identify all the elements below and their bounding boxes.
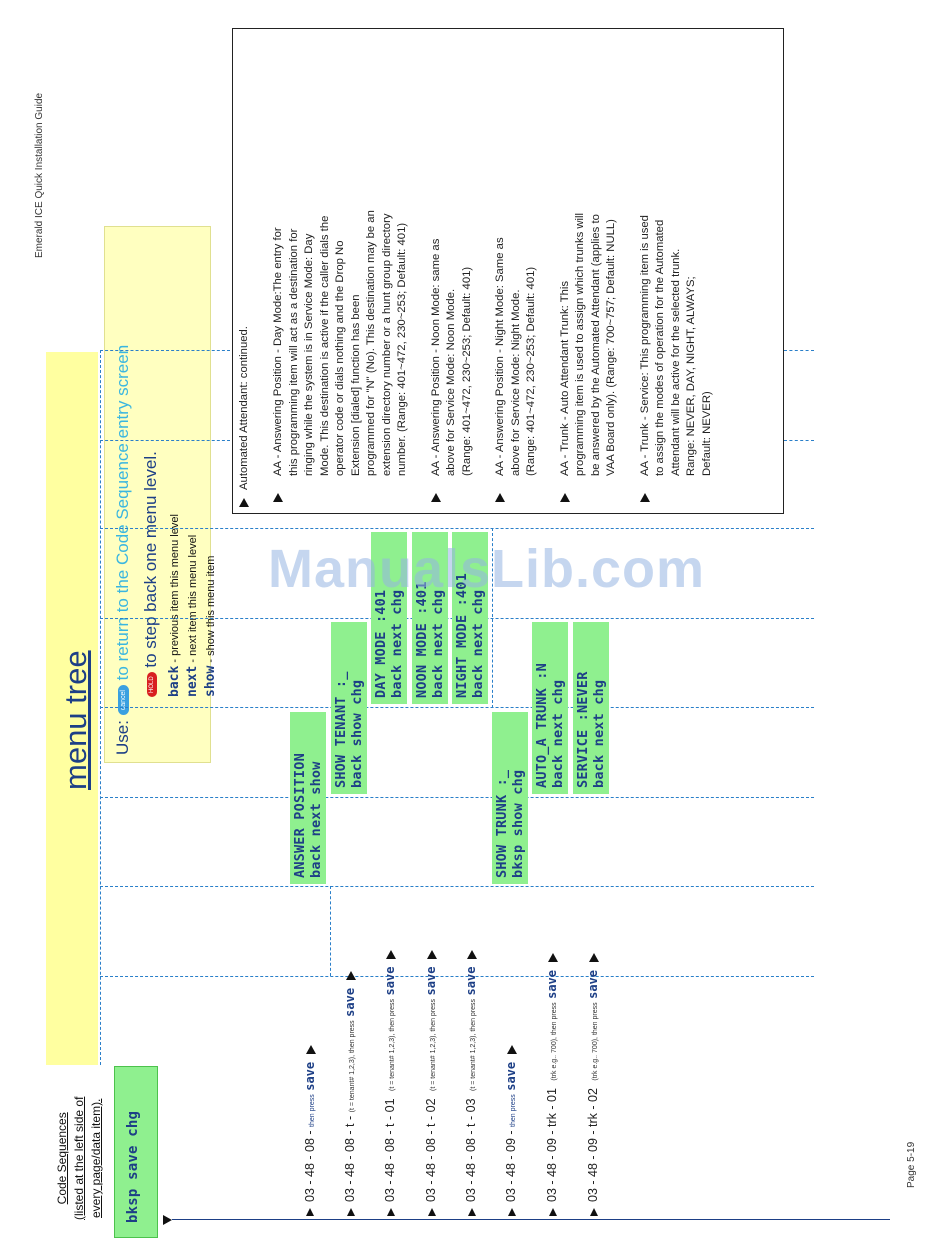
code-sequence: 03 - 48 - 08 - t - 02: [424, 1098, 438, 1202]
note-line: Attendant will be active for the selected trunk.: [669, 248, 682, 476]
note-line: AA - Trunk - Auto Attendant Trunk: This: [558, 280, 571, 476]
code-note: (t = tenant# 1,2,3), then press: [389, 998, 396, 1091]
lcd-text: [292, 753, 324, 878]
save-key-label: save: [383, 966, 397, 996]
note-line: above for Service Mode: Noon Mode.: [445, 288, 457, 476]
code-sequences-line2: (listed at the left side of: [72, 1096, 86, 1220]
menu-tree-title: menu tree: [58, 650, 93, 790]
guide-line: [100, 528, 814, 529]
lcd-line2: bksp show chg: [510, 769, 526, 878]
code-row: [586, 946, 600, 1203]
lcd-line1: SERVICE :NEVER: [575, 671, 591, 788]
guide-line: [100, 797, 814, 798]
guide-title: Emerald ICE Quick Installation Guide: [34, 92, 45, 258]
code-sequences-line1: Code Sequences: [55, 1112, 69, 1205]
entry-arrow-icon: [163, 1215, 172, 1225]
return-text: to return to the Code Sequence entry screen: [113, 344, 132, 681]
save-key-label: save: [303, 1061, 317, 1091]
lcd-line2: back next chg: [550, 679, 566, 788]
bullet-icon: [640, 493, 650, 502]
note-item: [558, 210, 620, 507]
notes-heading: Automated Attendant: continued.: [237, 210, 267, 507]
code-sequences-line3: every page/data item).: [89, 1098, 103, 1218]
lcd-line2: back show chg: [349, 679, 365, 788]
code-row: [424, 942, 438, 1202]
bullet-icon: [306, 1045, 316, 1054]
notes-content: [237, 210, 715, 507]
guide-line: [100, 350, 230, 351]
guide-line: [100, 976, 814, 977]
bullet-icon: [427, 950, 437, 959]
lcd-line1: ANSWER POSITION: [292, 753, 308, 878]
code-row: [504, 1037, 518, 1202]
lcd-text: [373, 590, 405, 698]
lcd-line1: NOON MODE :401: [414, 581, 430, 698]
cancel-key[interactable]: cancel: [118, 685, 129, 715]
up-arrow-icon: [306, 1208, 314, 1216]
lcd-text: [333, 671, 365, 788]
bullet-icon: [467, 950, 477, 959]
save-key-label: save: [545, 969, 559, 999]
note-item: [638, 210, 716, 507]
lcd-line1: NIGHT MODE :401: [454, 573, 470, 698]
lcd-line1: SHOW TENANT :_: [333, 671, 349, 788]
up-arrow-icon: [428, 1208, 436, 1216]
note-line: be answered by the Automated Attendant (applies to: [589, 214, 602, 476]
note-line: programming item is used to assign which trunks will: [574, 212, 586, 476]
hold-key[interactable]: HOLD: [147, 672, 157, 697]
note-item: [271, 210, 411, 507]
lcd-text: [534, 663, 566, 788]
next-desc: - next item this menu level: [187, 534, 199, 663]
legend-line-use: [113, 345, 133, 755]
note-line: Extension [dialed] function has been: [349, 294, 362, 476]
show-desc: - show this menu item: [205, 555, 217, 663]
notes-box: [232, 28, 784, 514]
bullet-icon: [239, 498, 249, 507]
lcd-line2: back next chg: [389, 589, 405, 698]
note-line: this programming item will act as a destination for: [287, 228, 300, 476]
note-line: AA - Answering Position - Noon Mode: same as: [429, 238, 442, 476]
legend-box: [104, 226, 218, 763]
left-baseline: [172, 1219, 890, 1220]
up-arrow-icon: [387, 1208, 395, 1216]
lcd-line1: DAY MODE :401: [373, 589, 389, 698]
lcd-text: [494, 770, 526, 878]
legend-line-back: [167, 514, 182, 697]
code-sequence: 03 - 48 - 08 - t -: [343, 1115, 357, 1202]
legend-line-hold: [141, 451, 161, 697]
note-line: AA - Answering Position - Day Mode:The entry for: [272, 227, 284, 476]
code-sequence: 03 - 48 - 09 - trk - 01: [545, 1088, 559, 1202]
code-sequence: 03 - 48 - 08 -: [303, 1130, 317, 1202]
code-sequence: 03 - 48 - 08 - t - 03: [464, 1098, 478, 1202]
back-key-label: back: [167, 665, 182, 697]
bullet-icon: [346, 971, 356, 980]
lcd-line2: back next chg: [430, 589, 446, 698]
bullet-icon: [431, 493, 441, 502]
code-sequences-heading: [54, 1097, 105, 1220]
up-arrow-icon: [468, 1208, 476, 1216]
note-line: extension directory number or a hunt group directory: [380, 213, 393, 476]
guide-line: [100, 886, 814, 887]
note-line: AA - Answering Position - Night Mode: Same as: [494, 237, 506, 476]
note-line: above for Service Mode: Night Mode.: [509, 289, 522, 476]
code-row: [464, 942, 478, 1202]
note-item: [429, 210, 476, 507]
up-arrow-icon: [347, 1208, 355, 1216]
lcd-answer-position: [290, 712, 326, 884]
code-row: [545, 946, 559, 1203]
code-note: (t = tenant# 1,2,3), then press: [470, 998, 477, 1091]
note-line: Range: NEVER, DAY, NIGHT, ALWAYS;: [685, 276, 697, 476]
next-key-label: next: [185, 665, 200, 697]
note-line: programmed for "N" (No). This destination may be an: [365, 210, 377, 476]
code-row: [343, 963, 357, 1202]
note-line: number. (Range: 401~472, 230~253; Default: 401): [396, 222, 408, 476]
softkey-lcd: [114, 1066, 158, 1238]
code-sequence: 03 - 48 - 09 -: [504, 1130, 518, 1202]
note-line: Default: NEVER): [700, 391, 713, 476]
bullet-icon: [589, 954, 599, 963]
code-note: then press: [309, 1094, 316, 1127]
back-desc: - previous item this menu level: [169, 514, 181, 663]
code-row: [383, 942, 397, 1202]
code-sequence: 03 - 48 - 08 - t - 01: [383, 1098, 397, 1202]
guide-line: [100, 707, 814, 708]
lcd-line2: back next show: [308, 761, 324, 878]
code-sequence: 03 - 48 - 09 - trk - 02: [586, 1088, 600, 1202]
lcd-service: [573, 622, 609, 794]
lcd-auto-a-trunk: [532, 622, 568, 794]
guide-line: [784, 440, 814, 441]
save-key-label: save: [464, 966, 478, 996]
guide-line: [100, 350, 101, 1065]
watermark: ManualsLib.com: [268, 539, 706, 599]
note-line: AA - Trunk - Service: This programming item is used: [638, 215, 651, 476]
note-line: to assign the modes of operation for the Automated: [654, 219, 666, 476]
save-key-label: save: [343, 987, 357, 1017]
bullet-icon: [507, 1045, 517, 1054]
lcd-line1: SHOW TRUNK :_: [494, 769, 510, 878]
note-line: (Range: 401~472, 230~253; Default: 401): [460, 266, 473, 476]
legend-line-next: [185, 535, 200, 697]
bullet-icon: [495, 493, 505, 502]
note-line: Mode. This destination is active if the caller dials the: [318, 215, 331, 476]
lcd-line1: AUTO_A TRUNK :N: [534, 663, 550, 788]
lcd-show-tenant: [331, 622, 367, 794]
save-key-label: save: [504, 1061, 518, 1091]
up-arrow-icon: [549, 1208, 557, 1216]
lcd-line2: back next chg: [470, 589, 486, 698]
guide-line: [784, 350, 814, 351]
code-note: (trk e.g.. 700), then press: [592, 1002, 599, 1081]
up-arrow-icon: [508, 1208, 516, 1216]
note-line: operator code or dials nothing and the Drop No: [334, 240, 346, 476]
guide-line: [330, 886, 331, 976]
note-line: ringing while the system is in Service Mode: Day: [303, 233, 315, 476]
bullet-icon: [386, 950, 396, 959]
code-note: (t = tenant# 1,2,3), then press: [430, 998, 437, 1091]
bullet-icon: [560, 493, 570, 502]
note-item: [493, 210, 540, 507]
code-row: [303, 1037, 317, 1202]
note-line: VAA Board only). (Range: 700~757; Default: NULL): [605, 219, 617, 476]
up-arrow-icon: [590, 1208, 598, 1216]
note-line: (Range: 401~472, 230~253; Default: 401): [525, 266, 537, 476]
legend-line-show: [203, 556, 218, 697]
save-key-label: save: [424, 966, 438, 996]
lcd-line2: back next chg: [591, 679, 607, 788]
lcd-text: [575, 671, 607, 788]
use-label: Use:: [113, 720, 132, 755]
code-note: then press: [510, 1094, 517, 1127]
lcd-show-trunk: [492, 712, 528, 884]
bullet-icon: [273, 493, 283, 502]
code-note: (t = tenant# 1,2,3), then press: [349, 1020, 356, 1113]
page-number: Page 5-19: [906, 1141, 917, 1188]
step-back-text: to step back one menu level.: [141, 451, 160, 668]
show-key-label: show: [203, 665, 218, 697]
softkey-labels: bksp save chg: [125, 1110, 141, 1223]
code-note: (trk e.g.. 700), then press: [551, 1002, 558, 1081]
bullet-icon: [548, 954, 558, 963]
guide-line: [100, 440, 230, 441]
save-key-label: save: [586, 969, 600, 999]
